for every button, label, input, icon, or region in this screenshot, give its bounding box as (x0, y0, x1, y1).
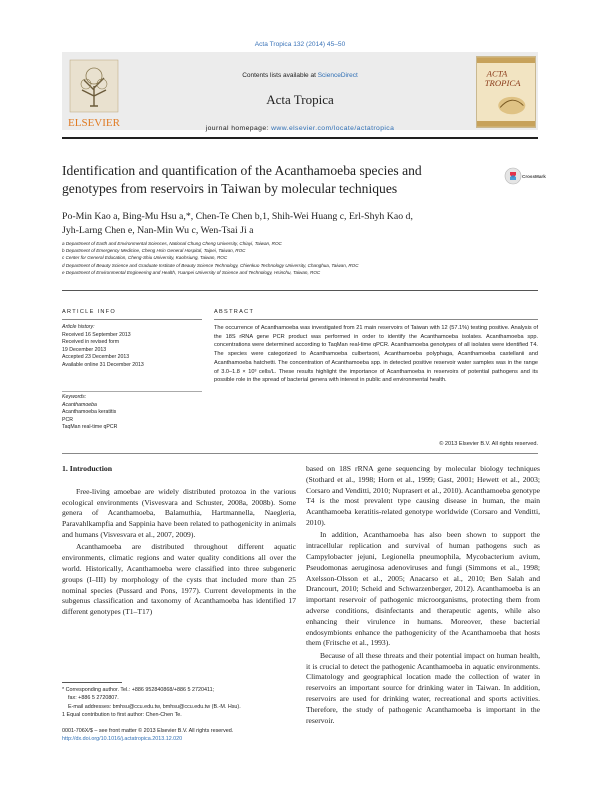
keyword-item: TaqMan real-time qPCR (62, 424, 118, 431)
doi-link[interactable]: http://dx.doi.org/10.1016/j.actatropica.2013.12.020 (62, 736, 183, 743)
cover-title-line2: TROPICA (484, 78, 521, 89)
article-title: Identification and quantification of the Acanthamoeba species and genotypes from reservoirs in Taiwan by molecular techniques (62, 163, 422, 196)
body-column-left (62, 464, 296, 620)
article-history (62, 324, 202, 370)
contents-prefix: Contents lists available at (242, 72, 318, 79)
body-paragraph: based on 18S rRNA gene sequencing by molecular biology techniques (Stothard et al., 1998; Horn et al., 1999; Gast, 2001; Hewett et al., 2003; Corsaro and Venditti, 2010; Nuprasert et al., 2010). Acanthamoeba genotype T4 is the most prevalent type causing disease in human, the main Acanthamoeba keratitis-related genotype worldwide (Corsaro and Venditti, 2010). (306, 464, 540, 527)
history-accepted: Accepted 23 December 2013 (62, 354, 130, 361)
body-paragraph: Acanthamoeba are distributed throughout different aquatic environments, climatic regions and water quality conditions all over the world. Historically, Acanthamoeba were classified into three subgeneric groups (I–III) by morphology of the cysts that included more than 25 nominal species (Pussard and Pons, 1977). Current developments in the subgenus classification and taxonomy of Acanthamoeba has identified 17 different genotypes (T1–T17) (62, 542, 296, 617)
footnote-corresponding: * Corresponding author. Tel.: +886 952840868/+886 5 2720411; (62, 687, 215, 693)
footnote-email[interactable]: E-mail addresses: bmhsu@ccu.edu.tw, bmhsu@ccu.edu.tw (B.-M. Hsu). (68, 703, 241, 710)
keywords-heading: Keywords: (62, 394, 87, 400)
article-history-heading: Article history: (62, 324, 95, 330)
journal-homepage (0, 125, 600, 132)
body-paragraph: In addition, Acanthamoeba has also been shown to support the intracellular replication and survival of human pathogens such as Campylobacter jejuni, Legionella pneumophila, Mycobacterium avium, Pseudomonas aeruginosa adenoviruses and fungi (Simmons et al., 1998; Axelsson-Olsson et al., 2005; Anacarso et al., 2010; Ben Salah and Drancourt, 2010; Scheid and Schwarzenberger, 2012). Acanthamoeba is an important reservoir of pathogenic microorganisms, protecting them from adverse conditions, disinfectants and therapeutic agents, while also enhancing their virulence in humans. Moreover, these bacterial endosymbionts enhance the pathogenicity of the Acanthamoeba that hosts them (Fritsche et al., 1993). (306, 530, 540, 648)
affiliation-rule (62, 290, 538, 291)
abstract-copyright: © 2013 Elsevier B.V. All rights reserved. (439, 441, 538, 447)
crossmark-label: CrossMark (522, 174, 546, 179)
sciencedirect-link[interactable]: ScienceDirect (317, 72, 358, 79)
history-revised-label: Received in revised form (62, 339, 120, 346)
keywords-rule (62, 391, 202, 392)
journal-citation[interactable]: Acta Tropica 132 (2014) 45–50 (254, 41, 346, 48)
abstract-rule (214, 319, 538, 320)
journal-cover-image (476, 56, 536, 128)
homepage-link[interactable]: www.elsevier.com/locate/actatropica (271, 125, 395, 132)
journal-header-box (62, 52, 538, 130)
bottom-info (62, 727, 322, 743)
affiliation-c: c Center for General Education, Cheng-Shiu University, Kaohsiung, Taiwan, ROC (62, 255, 228, 261)
affiliation-b: b Department of Emergency Medicine, Cheng Hsin General Hospital, Taipei, Taiwan, ROC (62, 248, 246, 254)
footnote-equal-contribution: 1 Equal contribution to first author: Chen-Chen Te. (62, 712, 182, 719)
abstract-text: The occurrence of Acanthamoeba was investigated from 21 main reservoirs of Taiwan with 12 (57.1%) testing positive. Analysis of the 18S rRNA gene PCR product was performed in order to identify the Acanthamoeba isolates. Acanthamoeba spp. concentrations were determined according to TaqMan real-time qPCR. Acanthamoeba genotypes of all isolates were identified T4. The species were categorized to Acanthamoeba culbertsoni, Acanthamoeba polyphaga, Acanthamoeba castellanii and Acanthamoeba hatchetti. The concentration of Acanthamoeba spp. in detected positive reservoir water samples was in the range of 3.0–1.8 × 10³ cells/L. These results highlight the importance of Acanthamoeba in reservoirs of potential pathogens and its possible role in the spread of bacterial genera with interest in public and environmental health. (214, 325, 538, 384)
keyword-item: Acanthamoeba (62, 401, 97, 408)
body-column-right (306, 464, 540, 728)
affiliation-e: e Department of Environmental Engineering and Health, Yuanpei University of Science and Technology, Hsinchu, Taiwan, ROC (62, 269, 321, 275)
keywords-block (62, 394, 202, 432)
body-paragraph: Free-living amoebae are widely distributed protozoa in the various ecological environments (Visvesvara and Schuster, 2008a, 2008b). Some genera of Acanthamoeba, Balamuthia, Hartmannella, Naegleria, Paravahlkampfia and Sappinia have been related to pathogenicity in animals and humans (Visvesvara et al., 2007, 2009). (62, 486, 296, 539)
author-list (62, 210, 542, 238)
body-paragraph: Because of all these threats and their potential impact on human health, it is crucial to detect the pathogenic Acanthamoeba in aquatic environments. Climatology and geographical location made the collection of water in reservoirs an important source for drinking water in Taiwan. In addition, reservoirs are used for drinking water, recreational and sports activities. Therefore, the study of pathogenic Acanthamoeba is important in the reservoir. (306, 650, 540, 725)
issn-line: 0001-706X/$ – see front matter © 2013 Elsevier B.V. All rights reserved. (62, 728, 234, 734)
history-revised-date: 19 December 2013 (62, 346, 107, 353)
authors-line-1: Po-Min Kao a, Bing-Mu Hsu a,*, Chen-Te Chen b,1, Shih-Wei Huang c, Erl-Shyh Kao d, (62, 211, 413, 222)
crossmark-icon[interactable] (504, 165, 546, 195)
header-rule (62, 137, 538, 139)
footnote-rule (62, 682, 122, 683)
elsevier-logo-text: ELSEVIER (68, 117, 120, 129)
affiliation-list (62, 240, 542, 276)
footnote-fax: fax: +886 5 2720807. (68, 695, 119, 702)
cover-title-line1: ACTA (486, 68, 508, 79)
authors-line-2: Jyh-Larng Chen e, Nan-Min Wu c, Wen-Tsai Ji a (62, 225, 254, 236)
history-online: Available online 31 December 2013 (62, 361, 144, 368)
keyword-item: Acanthamoeba keratitis (62, 409, 117, 416)
history-received: Received 16 September 2013 (62, 331, 131, 338)
footnotes (62, 686, 296, 720)
keyword-item: PCR (62, 416, 73, 423)
article-info-heading: ARTICLE INFO (62, 309, 117, 315)
affiliation-d: d Department of Beauty Science and Graduate Institute of Beauty Science Technology, Chienkuo Technology University, Changhua, Taiwan, ROC (62, 262, 359, 268)
article-info-rule (62, 319, 202, 320)
affiliation-a: a Department of Earth and Environmental Sciences, National Chung Cheng University, Chiayi, Taiwan, ROC (62, 241, 282, 246)
introduction-heading: 1. Introduction (62, 464, 113, 473)
abstract-bottom-rule (62, 453, 538, 454)
homepage-prefix: journal homepage: (205, 125, 272, 132)
abstract-heading: ABSTRACT (214, 309, 255, 315)
journal-name: Acta Tropica (266, 92, 334, 107)
